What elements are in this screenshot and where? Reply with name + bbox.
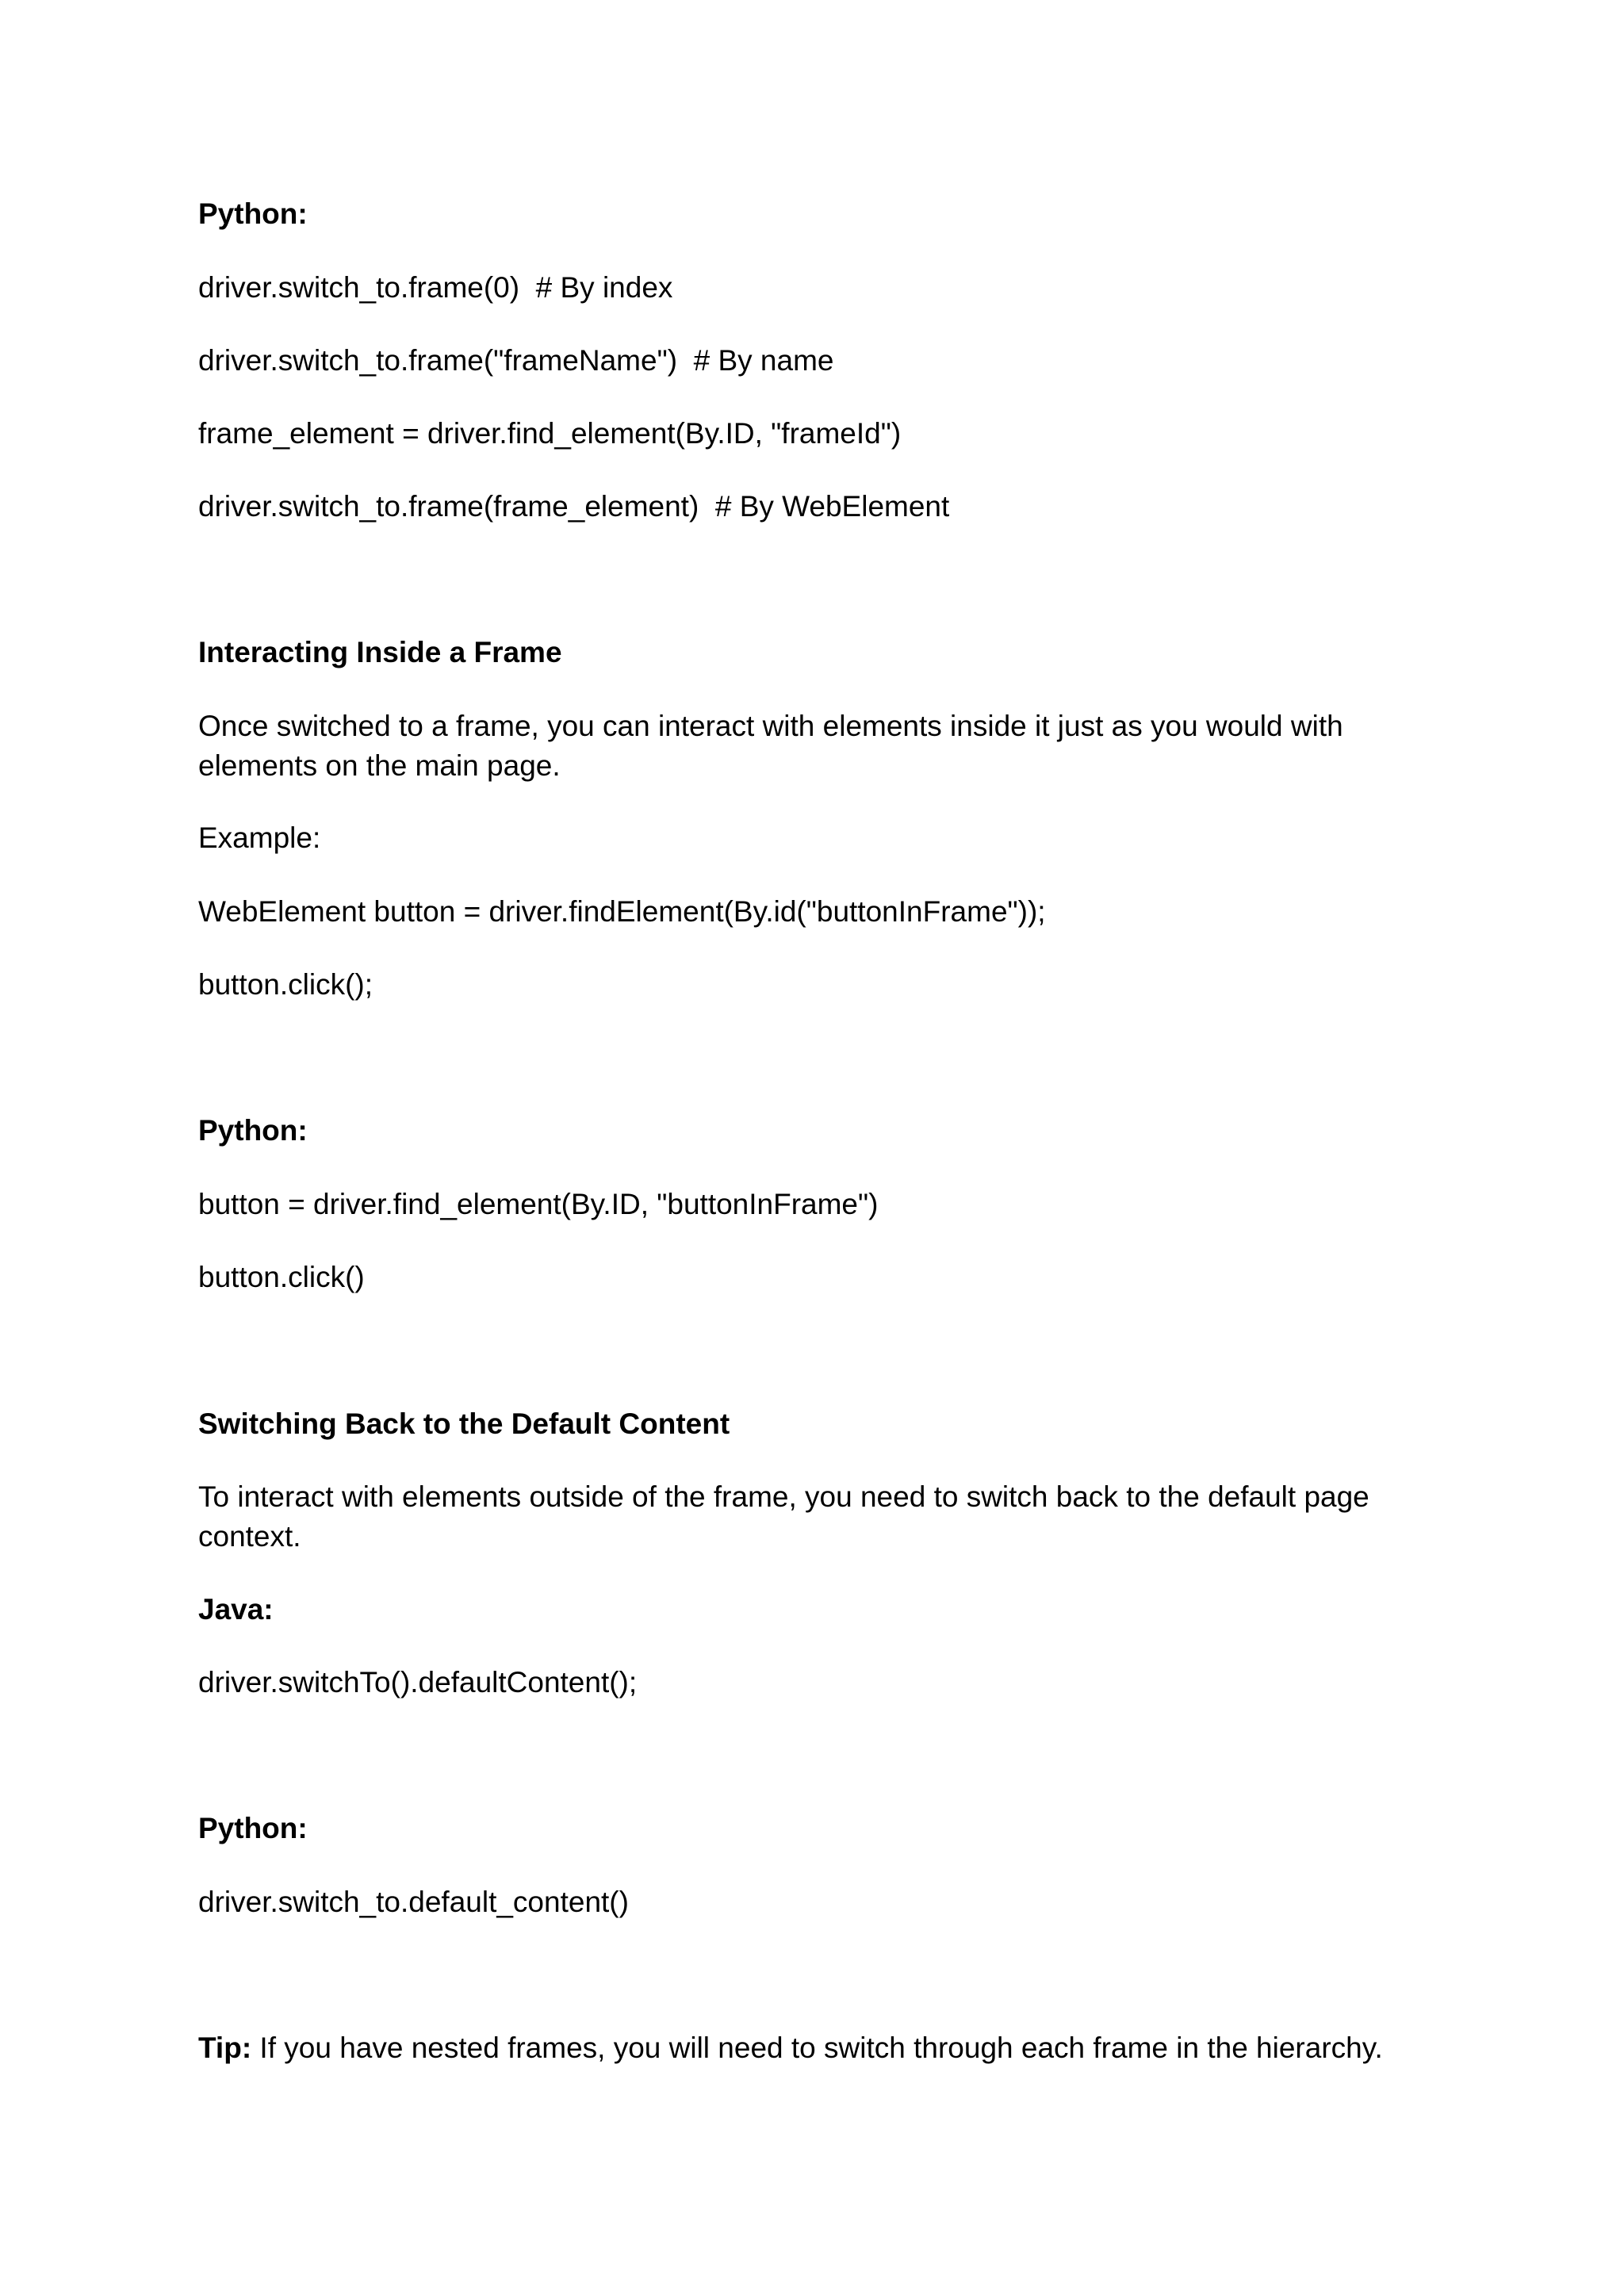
code-line-py-default-content: driver.switch_to.default_content() [198,1886,629,1918]
java-label: Java: [198,1593,274,1626]
code-line-frame-element: frame_element = driver.find_element(By.ID, "frameId") [198,417,902,450]
python-label: Python: [198,197,308,230]
code-line-frame-name: driver.switch_to.frame("frameName") # By name [198,344,834,377]
section-heading-switching-back: Switching Back to the Default Content [198,1407,730,1440]
code-line-frame-webelement: driver.switch_to.frame(frame_element) # By WebElement [198,490,950,523]
tip-paragraph [198,2028,1383,2068]
example-label: Example: [198,821,321,854]
tip-text: If you have nested frames, you will need to switch through each frame in the hierarchy. [251,2032,1383,2064]
interacting-paragraph: Once switched to a frame, you can interact with elements inside it just as you would with elements on the main page. [198,710,1343,782]
section-heading-interacting: Interacting Inside a Frame [198,636,562,668]
code-line-java-default-content: driver.switchTo().defaultContent(); [198,1666,638,1698]
python-label: Python: [198,1812,308,1844]
code-line-java-find-button: WebElement button = driver.findElement(By.id("buttonInFrame")); [198,895,1046,928]
tip-label: Tip: [198,2032,252,2064]
code-line-py-click: button.click() [198,1261,365,1293]
code-line-java-click: button.click(); [198,968,373,1001]
switching-paragraph: To interact with elements outside of the frame, you need to switch back to the default page context. [198,1480,1369,1553]
code-line-frame-index: driver.switch_to.frame(0) # By index [198,271,673,304]
python-label: Python: [198,1114,308,1147]
code-line-py-find-button: button = driver.find_element(By.ID, "buttonInFrame") [198,1188,879,1220]
